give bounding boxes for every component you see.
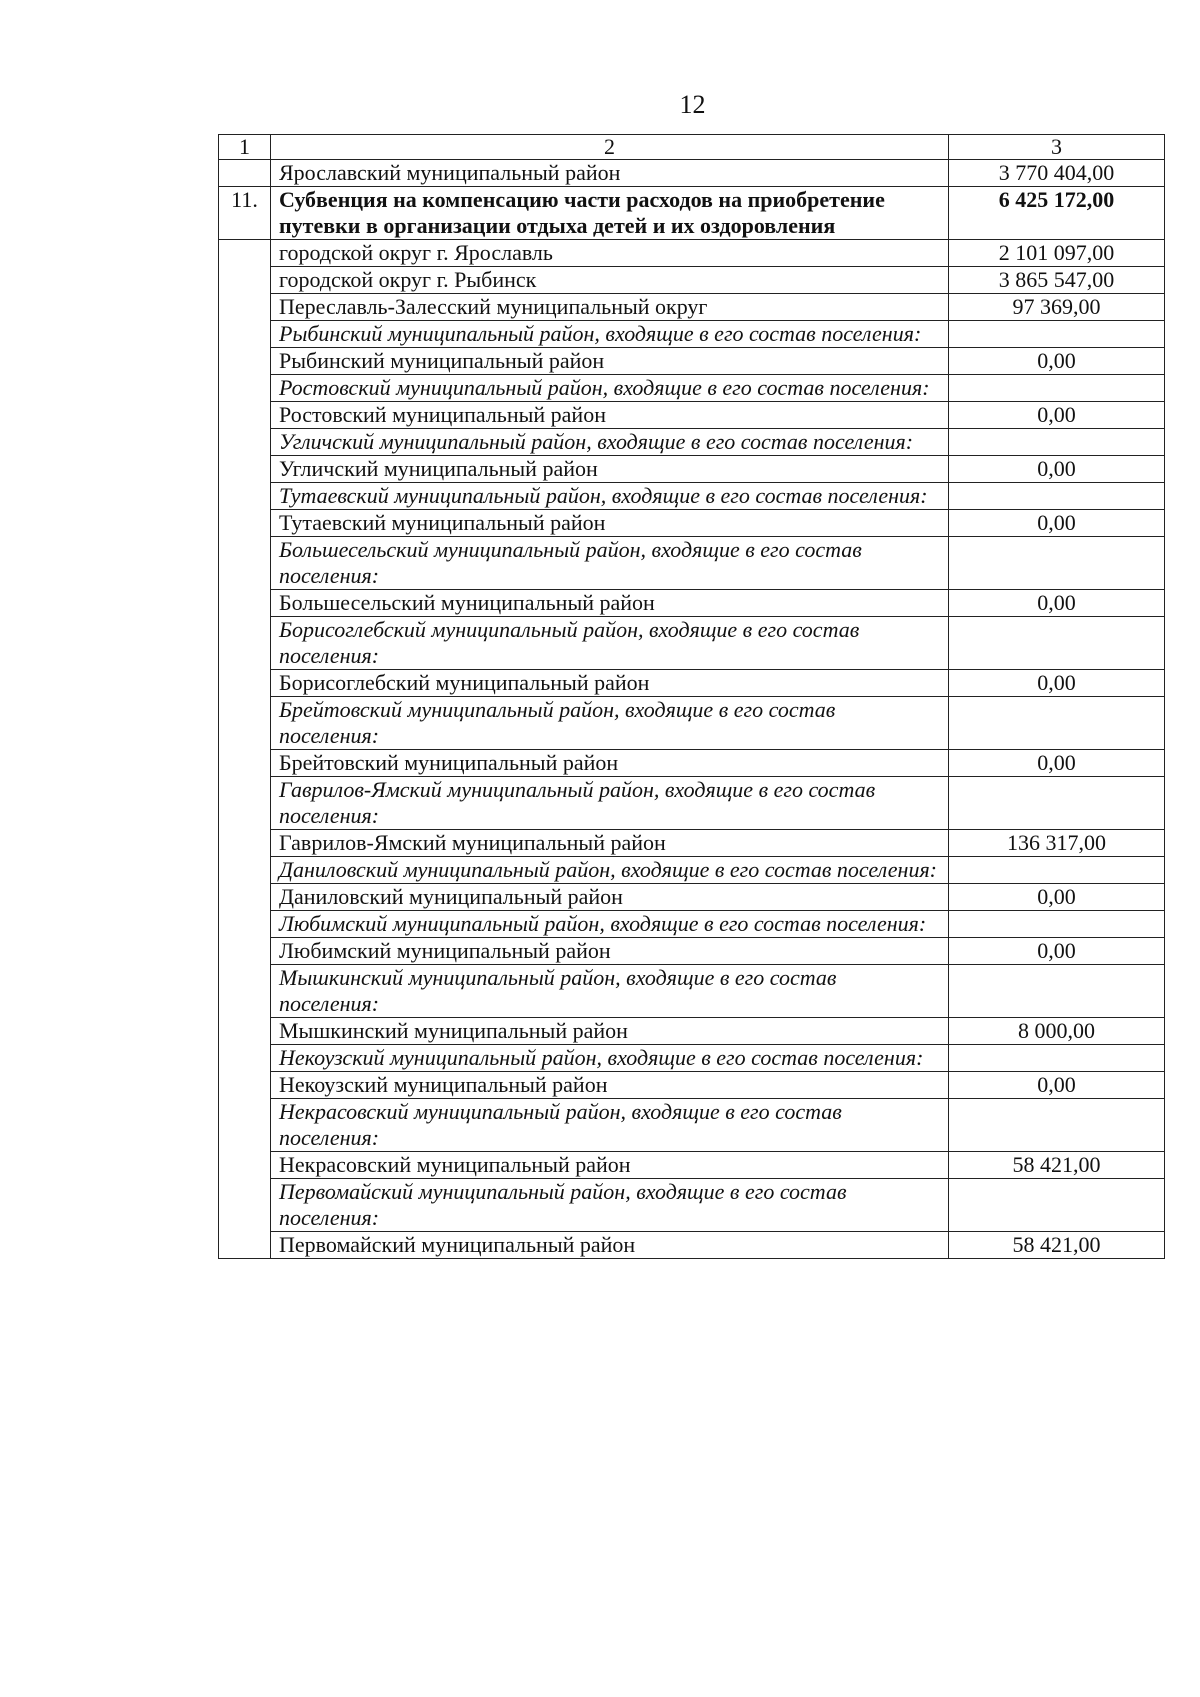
row-value-cell: 8 000,00 — [949, 1018, 1165, 1045]
table-row — [219, 348, 1165, 375]
table-row — [219, 537, 1165, 590]
row-value-cell — [949, 777, 1165, 830]
page-number: 12 — [679, 90, 706, 119]
row-name-cell: Угличский муниципальный район, входящие в его состав поселения: — [271, 429, 949, 456]
table-row — [219, 884, 1165, 911]
row-value-cell: 0,00 — [949, 402, 1165, 429]
row-value-cell — [949, 1045, 1165, 1072]
row-number-cell — [219, 402, 271, 429]
row-value-cell — [949, 375, 1165, 402]
table-row — [219, 160, 1165, 187]
table-row — [219, 857, 1165, 884]
row-value-cell: 0,00 — [949, 456, 1165, 483]
row-name-cell: Большесельский муниципальный район, входящие в его состав поселения: — [271, 537, 949, 590]
table-row — [219, 1179, 1165, 1232]
table-row — [219, 697, 1165, 750]
table-row — [219, 429, 1165, 456]
row-value-cell: 136 317,00 — [949, 830, 1165, 857]
row-number-cell — [219, 1179, 271, 1232]
row-name-cell: Рыбинский муниципальный район, входящие в его состав поселения: — [271, 321, 949, 348]
header-col-1: 1 — [219, 135, 271, 160]
table-row — [219, 965, 1165, 1018]
row-name-cell: Ярославский муниципальный район — [271, 160, 949, 187]
row-name-cell: Брейтовский муниципальный район — [271, 750, 949, 777]
table-row — [219, 267, 1165, 294]
table-row — [219, 456, 1165, 483]
table-row — [219, 777, 1165, 830]
row-name-cell: Большесельский муниципальный район — [271, 590, 949, 617]
row-number-cell — [219, 267, 271, 294]
row-value-cell — [949, 911, 1165, 938]
row-number-cell — [219, 1232, 271, 1259]
row-value-cell: 0,00 — [949, 348, 1165, 375]
row-number-cell — [219, 1045, 271, 1072]
row-name-cell: Некрасовский муниципальный район, входящие в его состав поселения: — [271, 1099, 949, 1152]
row-name-cell: Гаврилов-Ямский муниципальный район — [271, 830, 949, 857]
table-row — [219, 402, 1165, 429]
table-row — [219, 240, 1165, 267]
row-value-cell — [949, 537, 1165, 590]
row-number-cell — [219, 348, 271, 375]
row-name-cell: Гаврилов-Ямский муниципальный район, входящие в его состав поселения: — [271, 777, 949, 830]
table-row — [219, 750, 1165, 777]
table-row — [219, 510, 1165, 537]
row-number-cell — [219, 857, 271, 884]
table-row — [219, 1232, 1165, 1259]
row-number-cell — [219, 590, 271, 617]
table-row — [219, 1018, 1165, 1045]
row-name-cell: Мышкинский муниципальный район, входящие в его состав поселения: — [271, 965, 949, 1018]
table-row — [219, 1152, 1165, 1179]
row-name-cell: Даниловский муниципальный район — [271, 884, 949, 911]
table-row — [219, 590, 1165, 617]
row-number-cell — [219, 697, 271, 750]
row-number-cell — [219, 160, 271, 187]
row-number-cell — [219, 777, 271, 830]
row-number-cell — [219, 911, 271, 938]
table-row — [219, 294, 1165, 321]
table-row — [219, 617, 1165, 670]
row-name-cell: Некоузский муниципальный район, входящие в его состав поселения: — [271, 1045, 949, 1072]
row-number-cell — [219, 938, 271, 965]
row-number-cell — [219, 830, 271, 857]
row-number-cell — [219, 537, 271, 590]
table-row — [219, 830, 1165, 857]
row-value-cell — [949, 483, 1165, 510]
row-value-cell — [949, 965, 1165, 1018]
row-value-cell: 0,00 — [949, 884, 1165, 911]
row-name-cell: Любимский муниципальный район — [271, 938, 949, 965]
row-number-cell — [219, 965, 271, 1018]
row-value-cell: 0,00 — [949, 510, 1165, 537]
row-number-cell — [219, 240, 271, 267]
row-value-cell: 3 865 547,00 — [949, 267, 1165, 294]
row-number-cell — [219, 294, 271, 321]
row-name-cell: Мышкинский муниципальный район — [271, 1018, 949, 1045]
row-value-cell — [949, 429, 1165, 456]
row-number-cell — [219, 617, 271, 670]
table-body — [219, 160, 1165, 1259]
row-name-cell: городской округ г. Ярославль — [271, 240, 949, 267]
row-value-cell: 3 770 404,00 — [949, 160, 1165, 187]
header-col-3: 3 — [949, 135, 1165, 160]
row-value-cell — [949, 857, 1165, 884]
row-value-cell — [949, 321, 1165, 348]
row-name-cell: Первомайский муниципальный район, входящие в его состав поселения: — [271, 1179, 949, 1232]
header-col-2: 2 — [271, 135, 949, 160]
table-row — [219, 1072, 1165, 1099]
table-row — [219, 1045, 1165, 1072]
row-number-cell — [219, 456, 271, 483]
row-number-cell — [219, 1018, 271, 1045]
row-number-cell — [219, 884, 271, 911]
row-number-cell — [219, 429, 271, 456]
row-name-cell: Рыбинский муниципальный район — [271, 348, 949, 375]
row-value-cell: 0,00 — [949, 590, 1165, 617]
row-value-cell — [949, 1179, 1165, 1232]
row-value-cell: 97 369,00 — [949, 294, 1165, 321]
row-name-cell: Некоузский муниципальный район — [271, 1072, 949, 1099]
row-name-cell: Борисоглебский муниципальный район, входящие в его состав поселения: — [271, 617, 949, 670]
row-name-cell: Ростовский муниципальный район, входящие в его состав поселения: — [271, 375, 949, 402]
row-name-cell: Первомайский муниципальный район — [271, 1232, 949, 1259]
table-row — [219, 670, 1165, 697]
row-value-cell: 0,00 — [949, 938, 1165, 965]
row-name-cell: городской округ г. Рыбинск — [271, 267, 949, 294]
table-row — [219, 187, 1165, 240]
row-number-cell — [219, 321, 271, 348]
table-row — [219, 375, 1165, 402]
row-value-cell: 58 421,00 — [949, 1232, 1165, 1259]
row-value-cell: 6 425 172,00 — [949, 187, 1165, 240]
row-name-cell: Любимский муниципальный район, входящие в его состав поселения: — [271, 911, 949, 938]
row-name-cell: Угличский муниципальный район — [271, 456, 949, 483]
row-name-cell: Тутаевский муниципальный район — [271, 510, 949, 537]
row-name-cell: Некрасовский муниципальный район — [271, 1152, 949, 1179]
row-number-cell — [219, 510, 271, 537]
row-value-cell: 58 421,00 — [949, 1152, 1165, 1179]
row-number-cell — [219, 750, 271, 777]
row-value-cell: 0,00 — [949, 1072, 1165, 1099]
row-value-cell: 0,00 — [949, 670, 1165, 697]
row-name-cell: Даниловский муниципальный район, входящие в его состав поселения: — [271, 857, 949, 884]
row-name-cell: Ростовский муниципальный район — [271, 402, 949, 429]
row-value-cell: 2 101 097,00 — [949, 240, 1165, 267]
table-row — [219, 321, 1165, 348]
row-number-cell — [219, 375, 271, 402]
row-number-cell: 11. — [219, 187, 271, 240]
table-row — [219, 1099, 1165, 1152]
row-number-cell — [219, 670, 271, 697]
row-name-cell: Субвенция на компенсацию части расходов на приобретение путевки в организации отдыха детей и их оздоровления — [271, 187, 949, 240]
row-number-cell — [219, 1099, 271, 1152]
row-number-cell — [219, 1072, 271, 1099]
row-value-cell — [949, 1099, 1165, 1152]
row-number-cell — [219, 1152, 271, 1179]
table-row — [219, 938, 1165, 965]
row-name-cell: Тутаевский муниципальный район, входящие в его состав поселения: — [271, 483, 949, 510]
table-row — [219, 483, 1165, 510]
row-value-cell: 0,00 — [949, 750, 1165, 777]
budget-table — [218, 134, 1165, 1259]
row-name-cell: Брейтовский муниципальный район, входящие в его состав поселения: — [271, 697, 949, 750]
row-value-cell — [949, 617, 1165, 670]
row-name-cell: Борисоглебский муниципальный район — [271, 670, 949, 697]
row-number-cell — [219, 483, 271, 510]
table-row — [219, 911, 1165, 938]
row-name-cell: Переславль-Залесский муниципальный округ — [271, 294, 949, 321]
row-value-cell — [949, 697, 1165, 750]
table-header-row — [219, 135, 1165, 160]
